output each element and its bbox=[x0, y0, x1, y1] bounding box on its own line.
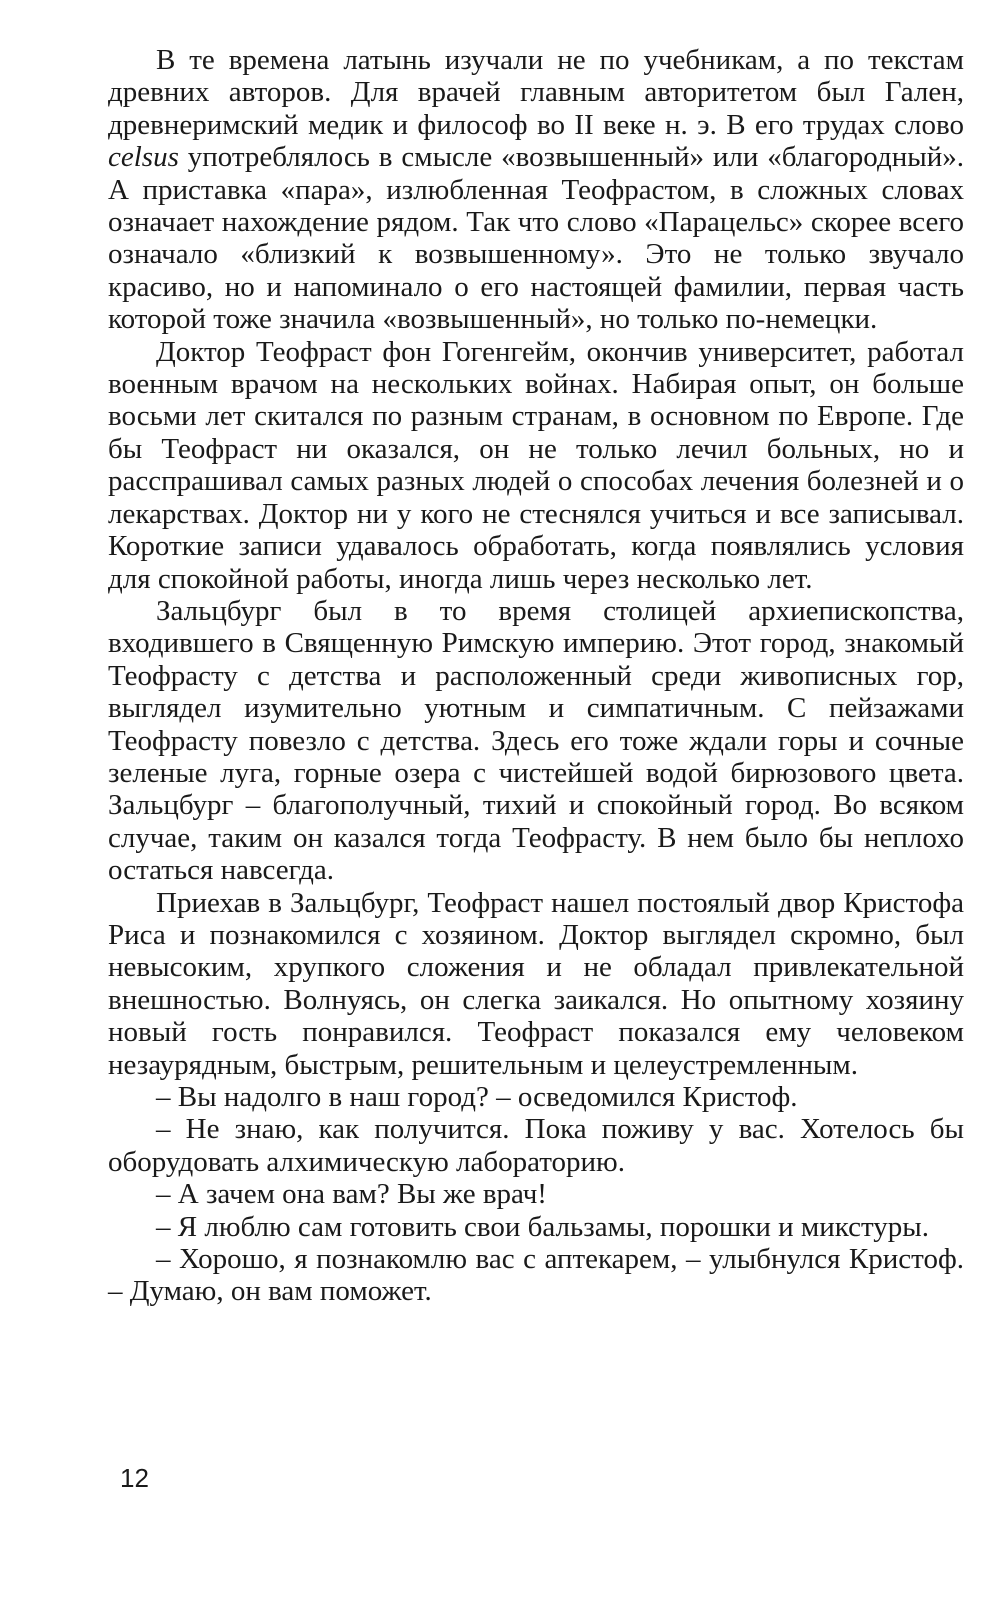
page-number: 12 bbox=[120, 1463, 149, 1493]
paragraph-1 bbox=[108, 44, 964, 336]
dialogue-line-5: – Хорошо, я познакомлю вас с аптекарем, – улыбнулся Кристоф. – Думаю, он вам поможет. bbox=[108, 1243, 964, 1308]
dialogue-line-4: – Я люблю сам готовить свои бальзамы, порошки и микстуры. bbox=[156, 1210, 930, 1243]
paragraph-3: Зальцбург был в то время столицей архиепископства, входившего в Священную Римскую империю. Этот город, знакомый Теофрасту с детства и расположенный среди живописных гор, выглядел изумительно уютным и симпатичным. С пейзажами Теофрасту повезло с детства. Здесь его тоже ждали горы и сочные зеленые луга, горные озера с чистейшей водой бирюзового цвета. Зальцбург – благополучный, тихий и спокойный город. Во всяком случае, таким он казался тогда Теофрасту. В нем было бы неплохо остаться навсегда. bbox=[108, 594, 964, 887]
book-page-text bbox=[108, 44, 964, 1308]
paragraph-2: Доктор Теофраст фон Гогенгейм, окончив университет, работал военным врачом на нескольких войнах. Набирая опыт, он больше восьми лет скитался по разным странам, в основном по Европе. Где бы Теофраст ни оказался, он не только лечил больных, но и расспрашивал самых разных людей о способах лечения болезней и о лекарствах. Доктор ни у кого не стеснялся учиться и все записывал. Короткие записи удавалось обработать, когда появлялись условия для спокойной работы, иногда лишь через несколько лет. bbox=[108, 335, 964, 595]
paragraph-1-text-b: употреблялось в смысле «возвышенный» или «благородный». А приставка «пара», излюбленная Теофрастом, в сложных словах означает нахождение рядом. Так что слово «Парацельс» скорее всего означало «близкий к возвышенному». Это не только звучало красиво, но и напоминало о его настоящей фамилии, первая часть которой тоже значила «возвышенный», но только по-немецки. bbox=[108, 141, 964, 336]
dialogue-line-2: – Не знаю, как получится. Пока поживу у вас. Хотелось бы оборудовать алхимическую лабораторию. bbox=[108, 1113, 964, 1178]
dialogue-line-1: – Вы надолго в наш город? – осведомился Кристоф. bbox=[156, 1081, 798, 1113]
latin-word-celsus: celsus bbox=[108, 141, 179, 174]
paragraph-4: Приехав в Зальцбург, Теофраст нашел постоялый двор Кристофа Риса и познакомился с хозяином. Доктор выглядел скромно, был невысоким, хрупкого сложения и не обладал привлекательной внешностью. Волнуясь, он слегка заикался. Но опытному хозяину новый гость понравился. Теофраст показался ему человеком незаурядным, быстрым, решительным и целеустремленным. bbox=[108, 886, 964, 1081]
dialogue-line-3: – А зачем она вам? Вы же врач! bbox=[156, 1178, 547, 1211]
paragraph-1-text-a: В те времена латынь изучали не по учебникам, а по текстам древних авторов. Для врачей главным авторитетом был Гален, древнеримский медик и философ во II веке н. э. В его трудах слово bbox=[108, 44, 964, 141]
